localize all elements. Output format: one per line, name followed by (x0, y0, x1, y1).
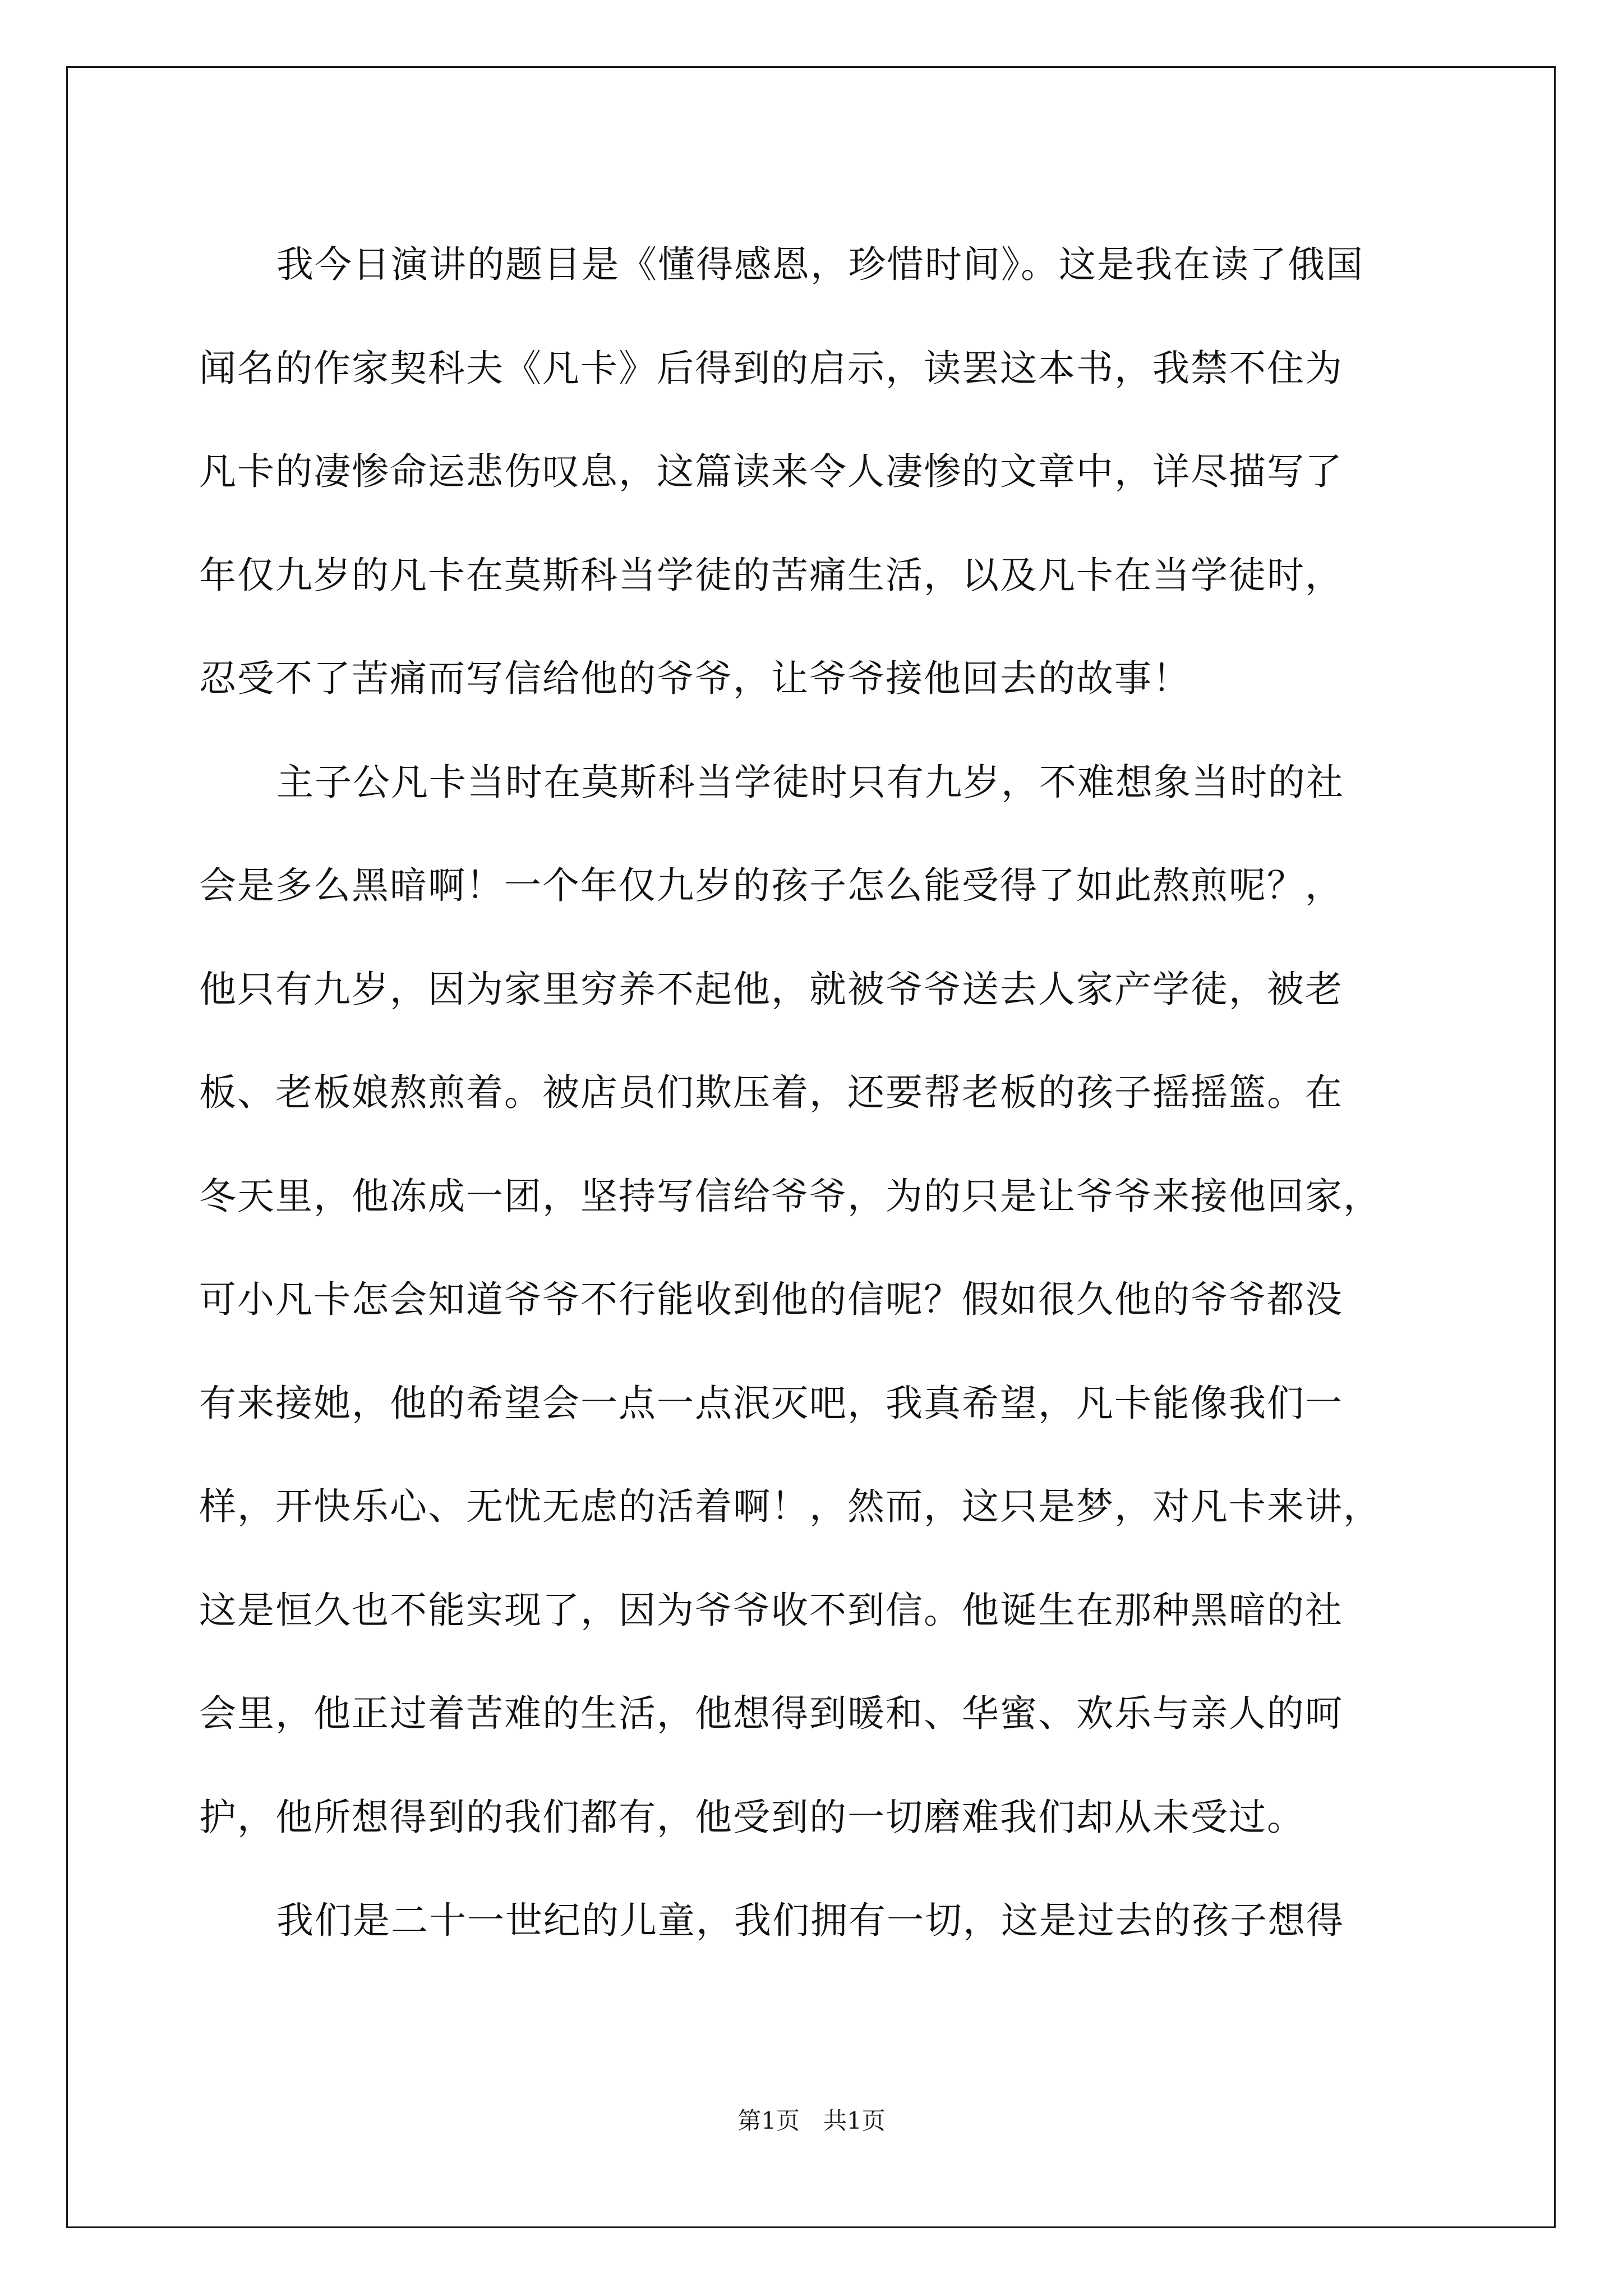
paragraph-2-line-5: 冬天里，他冻成一团，坚持写信给爷爷，为的只是让爷爷来接他回家， (199, 1174, 1381, 1218)
paragraph-2-line-11: 护，他所想得到的我们都有，他受到的一切磨难我们却从未受过。 (199, 1795, 1305, 1839)
paragraph-1-line-2: 闻名的作家契科夫《凡卡》后得到的启示，读罢这本书，我禁不住为 (199, 346, 1343, 390)
paragraph-2-line-6: 可小凡卡怎会知道爷爷不行能收到他的信呢？假如很久他的爷爷都没 (199, 1278, 1343, 1321)
paragraph-2-line-7: 有来接她，他的希望会一点一点泯灭吧，我真希望，凡卡能像我们一 (199, 1381, 1343, 1425)
paragraph-1-line-3: 凡卡的凄惨命运悲伤叹息，这篇读来令人凄惨的文章中，详尽描写了 (199, 450, 1343, 493)
paragraph-3-line-1: 我们是二十一世纪的儿童，我们拥有一切，这是过去的孩子想得 (276, 1899, 1344, 1942)
paragraph-2-line-8: 样，开快乐心、无忧无虑的活着啊！，然而，这只是梦，对凡卡来讲， (199, 1485, 1381, 1528)
paragraph-1-line-1: 我今日演讲的题目是《懂得感恩，珍惜时间》。这是我在读了俄国 (276, 243, 1364, 286)
page-number-footer: 第1页 共1页 (737, 2107, 886, 2134)
paragraph-2-line-9: 这是恒久也不能实现了，因为爷爷收不到信。他诞生在那种黑暗的社 (199, 1588, 1343, 1632)
paragraph-1-line-4: 年仅九岁的凡卡在莫斯科当学徒的苦痛生活，以及凡卡在当学徒时， (199, 553, 1343, 597)
paragraph-1-line-5: 忍受不了苦痛而写信给他的爷爷，让爷爷接他回去的故事！ (199, 657, 1191, 700)
paragraph-2-line-10: 会里，他正过着苦难的生活，他想得到暖和、华蜜、欢乐与亲人的呵 (199, 1692, 1343, 1735)
paragraph-2-line-3: 他只有九岁，因为家里穷养不起他，就被爷爷送去人家产学徒，被老 (199, 967, 1343, 1011)
document-body (199, 213, 1455, 1973)
paragraph-2-line-2: 会是多么黑暗啊！一个年仅九岁的孩子怎么能受得了如此熬煎呢？， (199, 864, 1343, 907)
paragraph-2-line-4: 板、老板娘熬煎着。被店员们欺压着，还要帮老板的孩子摇摇篮。在 (199, 1071, 1343, 1114)
paragraph-2-line-1: 主子公凡卡当时在莫斯科当学徒时只有九岁，不难想象当时的社 (276, 760, 1344, 804)
